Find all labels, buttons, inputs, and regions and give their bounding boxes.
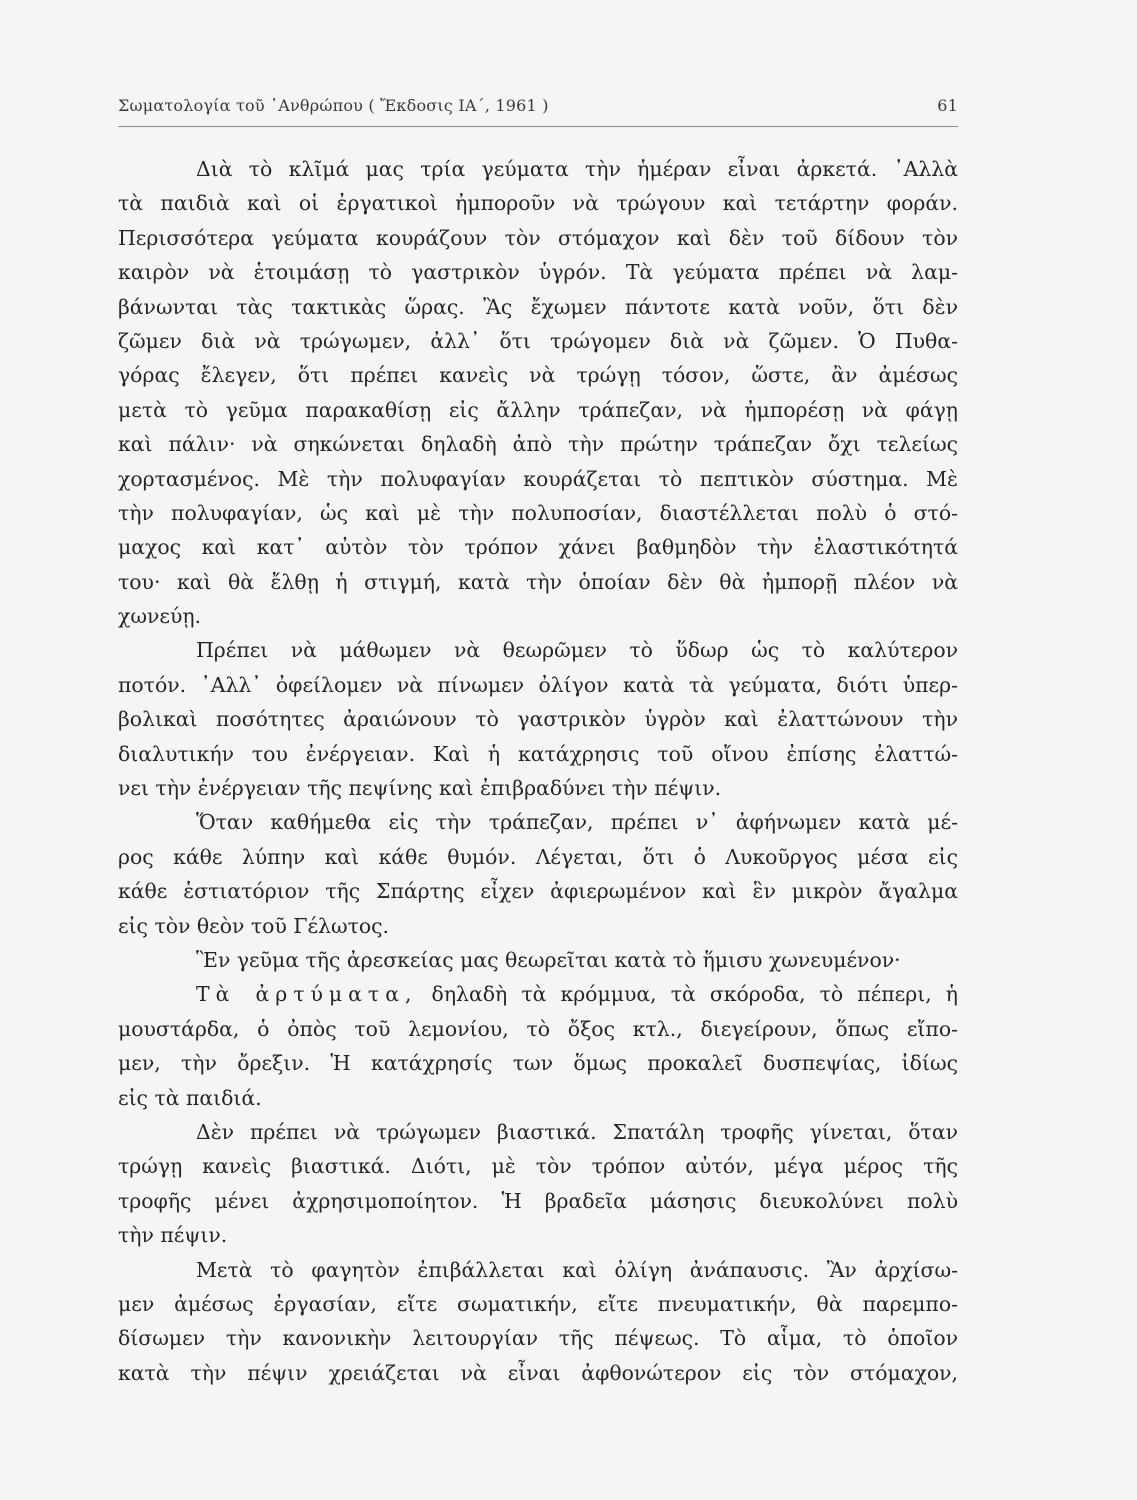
text-line: εἰς τὰ παιδιά. — [118, 1085, 262, 1110]
text-line: τροφῆς μένει ἀχρησιμοποίητον. Ἡ βραδεῖα μάσησις διευκολύνει πολὺ — [118, 1188, 958, 1213]
text-line: ποτόν. ᾿Αλλ᾽ ὀφείλομεν νὰ πίνωμεν ὀλίγον κατὰ τὰ γεύματα, διότι ὑπερ- — [118, 672, 958, 697]
text-line: τὴν πολυφαγίαν, ὡς καὶ μὲ τὴν πολυποσίαν, διαστέλλεται πολὺ ὁ στό- — [118, 500, 958, 525]
text-line: Διὰ τὸ κλῖμά μας τρία γεύματα τὴν ἡμέραν εἶναι ἀρκετά. ᾿Αλλὰ — [196, 157, 958, 181]
text-line: ζῶμεν διὰ νὰ τρώγωμεν, ἀλλ᾽ ὅτι τρώγομεν διὰ νὰ ζῶμεν. Ὁ Πυθα- — [118, 328, 958, 353]
text-line: του· καὶ θὰ ἔλθῃ ἡ στιγμή, κατὰ τὴν ὁποίαν δὲν θὰ ἠμπορῇ πλέον νὰ — [118, 569, 958, 594]
running-title: Σωματολογία τοῦ ᾿Ανθρώπου ( Ἔκδοσις ΙΑ΄, 1961 ) — [118, 96, 549, 115]
page-number: 61 — [937, 96, 958, 115]
text-line: ρος κάθε λύπην καὶ κάθε θυμόν. Λέγεται, ὅτι ὁ Λυκοῦργος μέσα εἰς — [118, 844, 958, 869]
text-line — [118, 977, 958, 1011]
text-line: καιρὸν νὰ ἑτοιμάσῃ τὸ γαστρικὸν ὑγρόν. Τὰ γεύματα πρέπει νὰ λαμ- — [118, 260, 958, 285]
text-line: εἰς τὸν θεὸν τοῦ Γέλωτος. — [118, 913, 390, 938]
text-line: δίσωμεν τὴν κανονικὴν λειτουργίαν τῆς πέψεως. Τὸ αἷμα, τὸ ὁποῖον — [118, 1326, 958, 1351]
text-line: μεν, τὴν ὄρεξιν. Ἡ κατάχρησίς των ὅμως προκαλεῖ δυσπεψίας, ἰδίως — [118, 1051, 958, 1076]
text-line: βάνωνται τὰς τακτικὰς ὥρας. Ἂς ἔχωμεν πάντοτε κατὰ νοῦν, ὅτι δὲν — [118, 294, 958, 319]
text-line: μετὰ τὸ γεῦμα παρακαθίσῃ εἰς ἄλλην τράπεζαν, νὰ ἠμπορέσῃ νὰ φάγῃ — [118, 397, 958, 422]
text-line: γόρας ἔλεγεν, ὅτι πρέπει κανεὶς νὰ τρώγῃ τόσον, ὥστε, ἂν ἀμέσως — [118, 363, 958, 388]
text-line: μαχος καὶ κατ᾽ αὐτὸν τὸν τρόπον χάνει βαθμηδὸν τὴν ἐλαστικότητά — [118, 535, 958, 560]
header-rule — [118, 126, 958, 127]
text-line: χορτασμένος. Μὲ τὴν πολυφαγίαν κουράζεται τὸ πεπτικὸν σύστημα. Μὲ — [118, 466, 958, 491]
text-line: βολικαὶ ποσότητες ἀραιώνουν τὸ γαστρικὸν ὑγρὸν καὶ ἐλαττώνουν τὴν — [118, 707, 958, 732]
text-line: Μετὰ τὸ φαγητὸν ἐπιβάλλεται καὶ ὀλίγη ἀνάπαυσις. Ἂν ἀρχίσω- — [196, 1257, 958, 1282]
text-line: τὴν πέψιν. — [118, 1223, 228, 1248]
text-line: μεν ἀμέσως ἐργασίαν, εἴτε σωματικήν, εἴτε πνευματικήν, θὰ παρεμπο- — [118, 1291, 958, 1316]
text-line: κάθε ἑστιατόριον τῆς Σπάρτης εἶχεν ἀφιερωμένον καὶ ἓν μικρὸν ἄγαλμα — [118, 879, 958, 904]
text-line: νει τὴν ἐνέργειαν τῆς πεψίνης καὶ ἐπιβραδύνει τὴν πέψιν. — [118, 776, 722, 801]
text-line: διαλυτικήν του ἐνέργειαν. Καὶ ἡ κατάχρησις τοῦ οἴνου ἐπίσης ἐλαττώ- — [118, 741, 958, 766]
text-line: χωνεύῃ. — [118, 604, 202, 629]
text-line: Περισσότερα γεύματα κουράζουν τὸν στόμαχον καὶ δὲν τοῦ δίδουν τὸν — [118, 225, 958, 250]
text-line: Ἓν γεῦμα τῆς ἀρεσκείας μας θεωρεῖται κατὰ τὸ ἥμισυ χωνευμένον· — [196, 947, 901, 972]
text-line-rest: δηλαδὴ τὰ κρόμμυα, τὰ σκόροδα, τὸ πέπερι, ἡ — [431, 982, 958, 1007]
text-line: τὰ παιδιὰ καὶ οἱ ἐργατικοὶ ἠμποροῦν νὰ τρώγουν καὶ τετάρτην φοράν. — [118, 191, 958, 216]
text-line: καὶ πάλιν· νὰ σηκώνεται δηλαδὴ ἀπὸ τὴν πρώτην τράπεζαν ὄχι τελείως — [118, 432, 958, 457]
text-line: Δὲν πρέπει νὰ τρώγωμεν βιαστικά. Σπατάλη τροφῆς γίνεται, ὅταν — [196, 1119, 958, 1144]
text-line: τρώγῃ κανεὶς βιαστικά. Διότι, μὲ τὸν τρόπον αὐτόν, μέγα μέρος τῆς — [118, 1154, 958, 1179]
text-line: μουστάρδα, ὁ ὀπὸς τοῦ λεμονίου, τὸ ὄξος κτλ., διεγείρουν, ὅπως εἴπο- — [118, 1016, 958, 1041]
page-header — [118, 96, 958, 126]
text-line: Ὅταν καθήμεθα εἰς τὴν τράπεζαν, πρέπει ν᾽ ἀφήνωμεν κατὰ μέ- — [196, 810, 958, 835]
spaced-word: Τὰ ἀρτύματα, — [196, 982, 418, 1007]
text-line: Πρέπει νὰ μάθωμεν νὰ θεωρῶμεν τὸ ὕδωρ ὡς τὸ καλύτερον — [196, 638, 958, 663]
body-text — [118, 152, 958, 1390]
text-line: κατὰ τὴν πέψιν χρειάζεται νὰ εἶναι ἀφθονώτερον εἰς τὸν στόμαχον, — [118, 1360, 958, 1385]
